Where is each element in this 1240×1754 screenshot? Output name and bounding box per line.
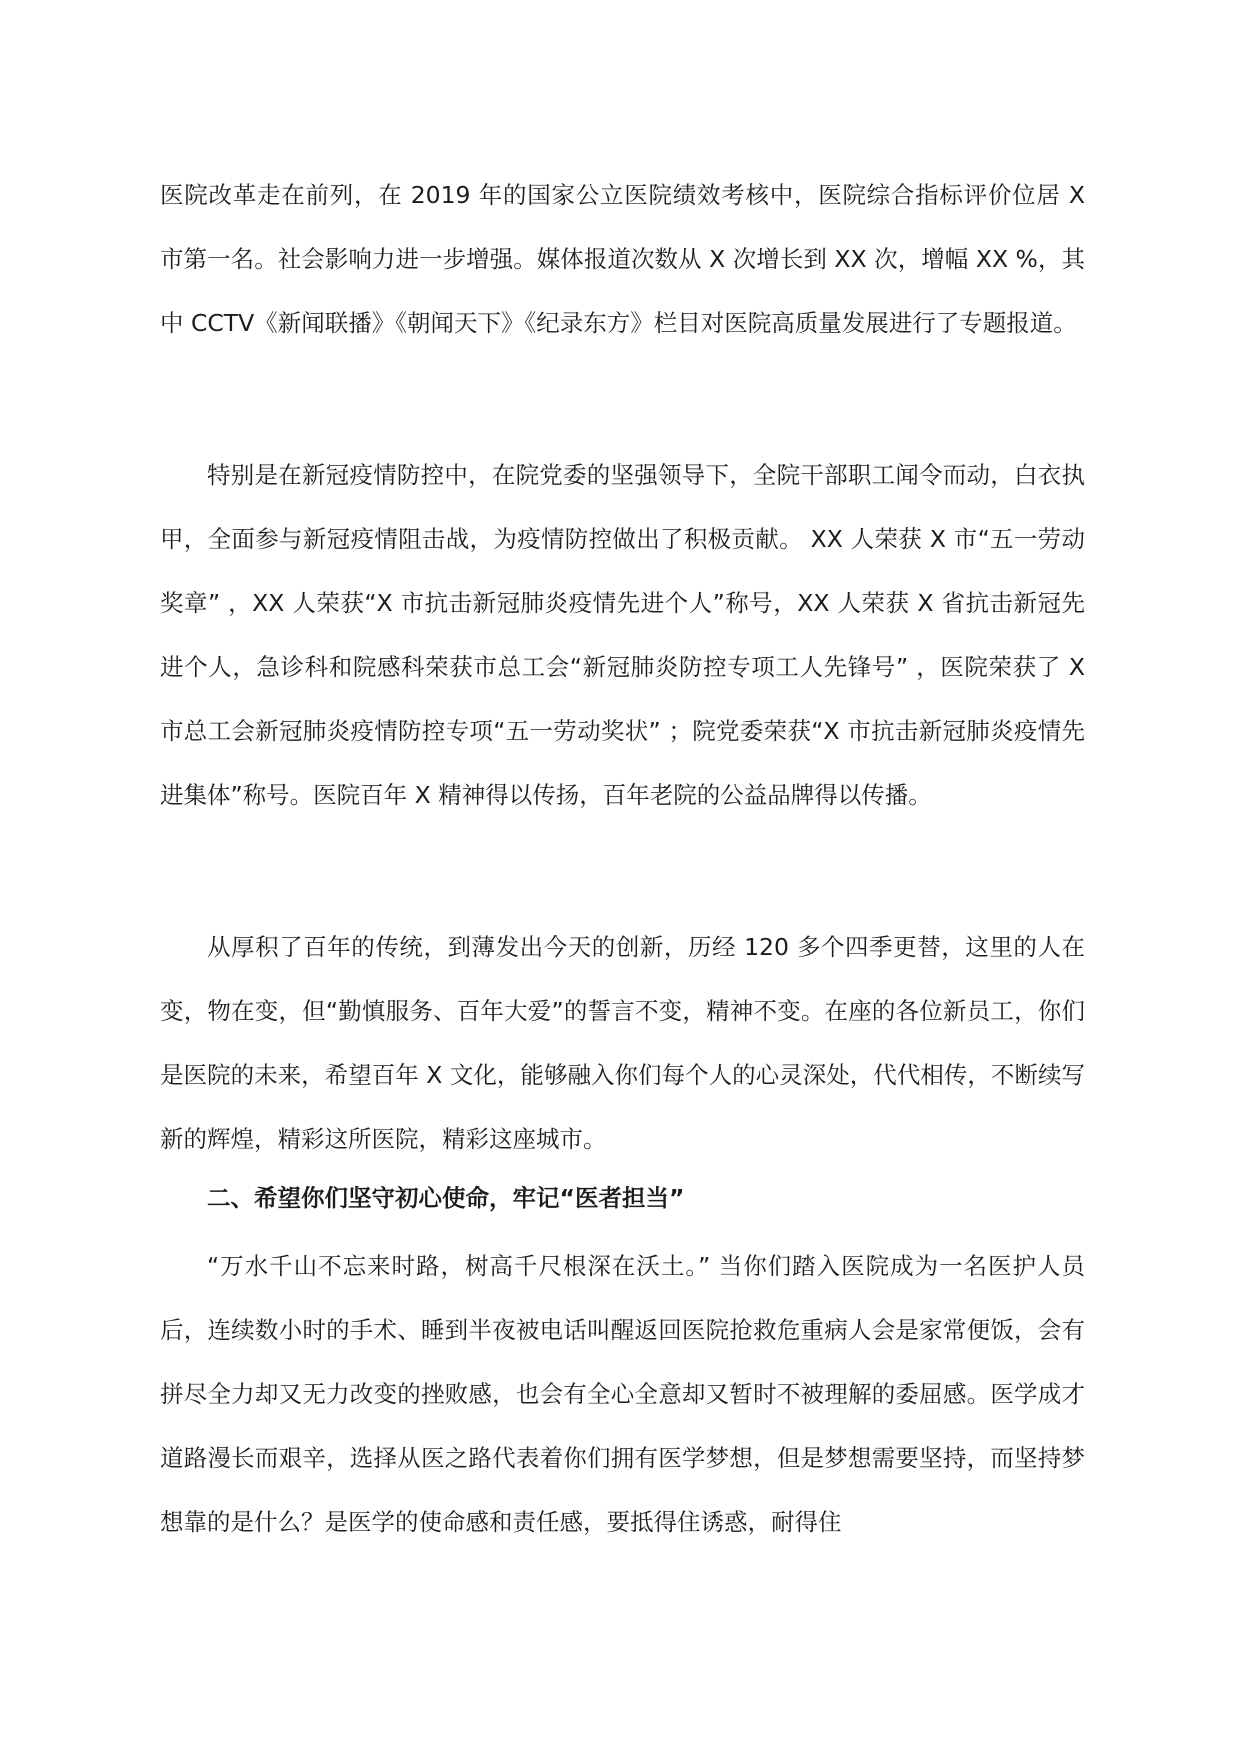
paragraph-medical-mission: “万水千山不忘来时路，树高千尺根深在沃土。” 当你们踏入医院成为一名医护人员后，连续数小时的手术、睡到半夜被电话叫醒返回医院抢救危重病人会是家常便饭，会有拼尽全力却又无力改变的挫败感，也会有全心全意却又暂时不被理解的委屈感。医学成才道路漫长而艰辛，选择从医之路代表着你们拥有医学梦想，但是梦想需要坚持，而坚持梦想靠的是什么？是医学的使命感和责任感，要抵得住诱惑，耐得住	[160, 1252, 1085, 1536]
paragraph-hospital-reform: 医院改革走在前列，在 2019 年的国家公立医院绩效考核中，医院综合指标评价位居 X 市第一名。社会影响力进一步增强。媒体报道次数从 X 次增长到 XX 次，增幅 XX %，其中 CCTV《新闻联播》《朝闻天下》《纪录东方》栏目对医院高质量发展进行了专题报道。	[160, 181, 1085, 337]
paragraph-epidemic-prevention: 特别是在新冠疫情防控中，在院党委的坚强领导下，全院干部职工闻令而动，白衣执甲，全面参与新冠疫情阻击战，为疫情防控做出了积极贡献。 XX 人荣获 X 市“五一劳动奖章” ，XX 人荣获“X 市抗击新冠肺炎疫情先进个人”称号，XX 人荣获 X 省抗击新冠先进个人，急诊科和院感科荣获市总工会“新冠肺炎防控专项工人先锋号” ，医院荣获了 X 市总工会新冠肺炎疫情防控专项“五一劳动奖状” ；院党委荣获“X 市抗击新冠肺炎疫情先进集体”称号。医院百年 X 精神得以传扬，百年老院的公益品牌得以传播。	[160, 461, 1085, 809]
section-heading: 二、希望你们坚守初心使命，牢记“医者担当”	[207, 1184, 685, 1212]
paragraph-tradition-innovation: 从厚积了百年的传统，到薄发出今天的创新，历经 120 多个四季更替，这里的人在变，物在变，但“勤慎服务、百年大爱”的誓言不变，精神不变。在座的各位新员工，你们是医院的未来，希望百年 X 文化，能够融入你们每个人的心灵深处，代代相传，不断续写新的辉煌，精彩这所医院，精彩这座城市。	[160, 933, 1085, 1153]
